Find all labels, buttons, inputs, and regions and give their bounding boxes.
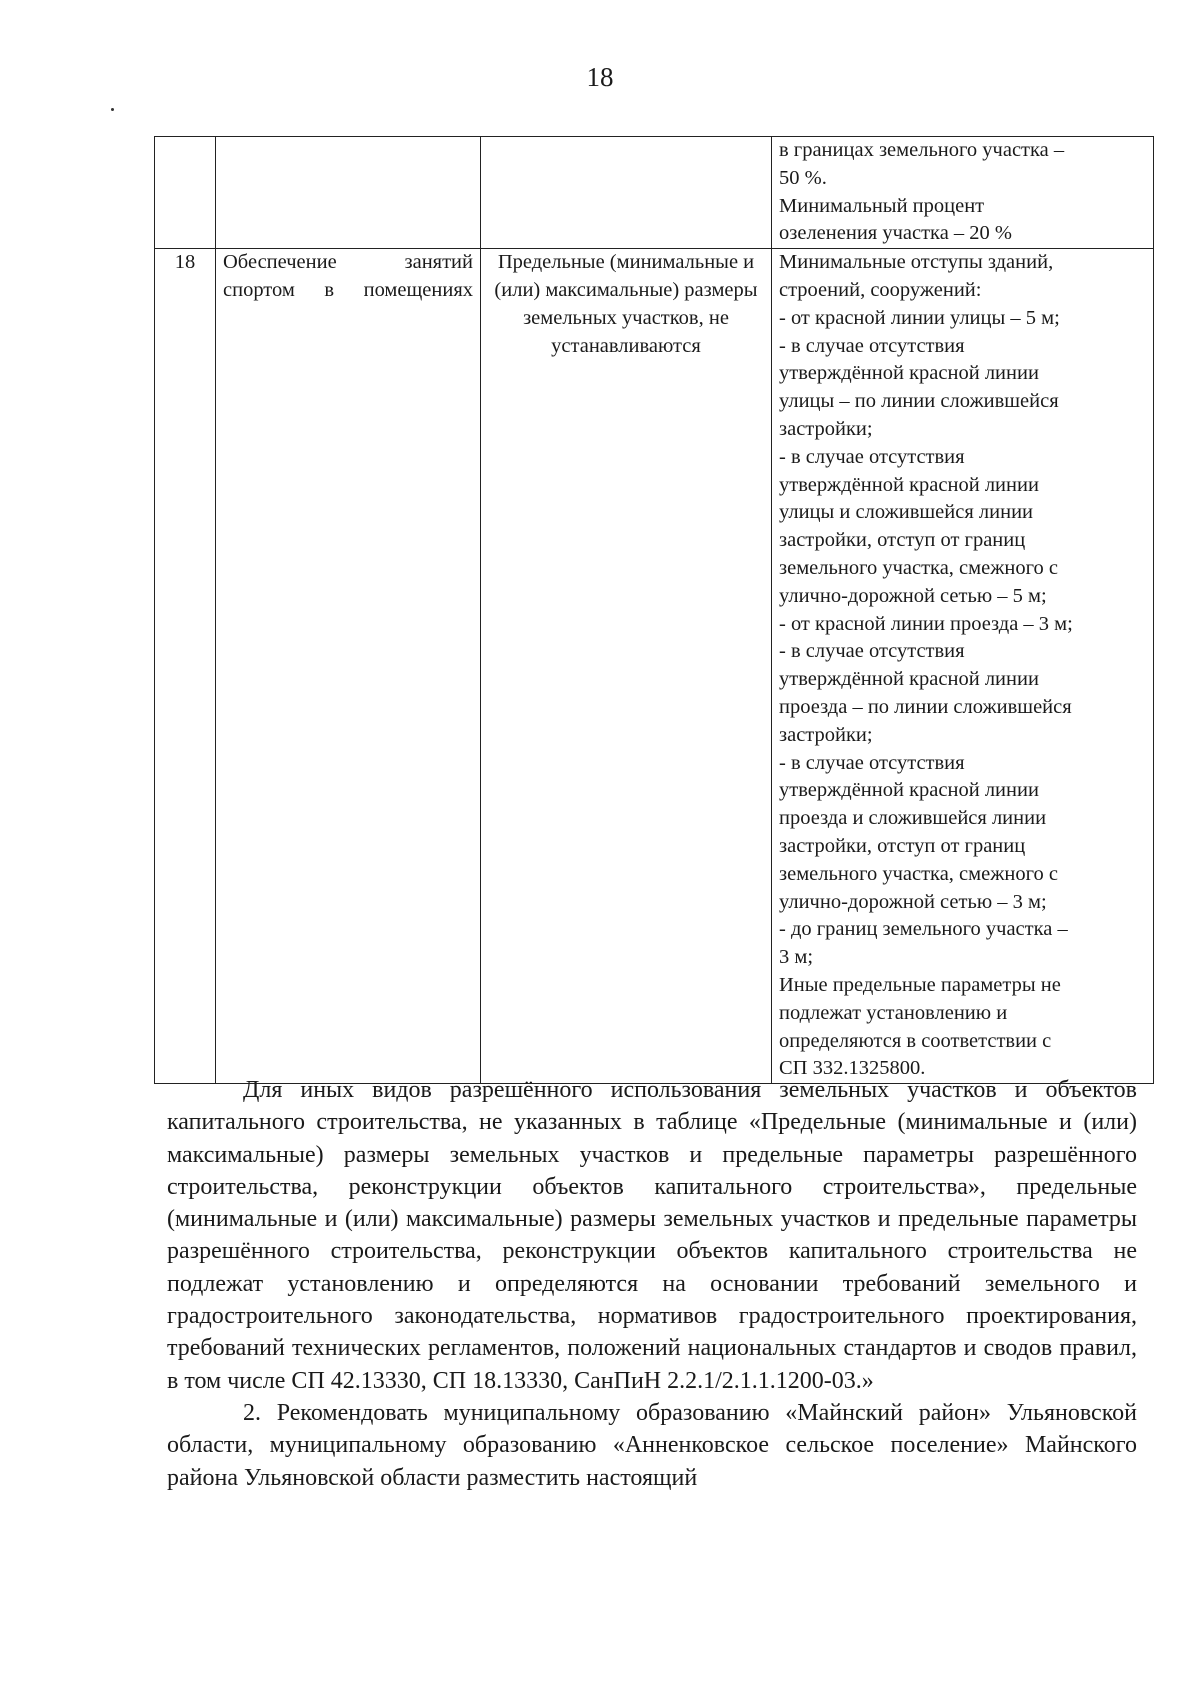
paragraph-recommendation: 2. Рекомендовать муниципальному образованию «Майнский район» Ульяновской области, муниципальному образованию «Анненковское сельское поселение» Майнского района Ульяновской области разместить настоящий [167, 1399, 1137, 1491]
params-line: Минимальный процент [779, 194, 985, 217]
table-row-continuation [155, 137, 1154, 249]
params-line: - в случае отсутствия [779, 334, 965, 357]
body-text [167, 1074, 1137, 1494]
params-line: утверждённой красной линии [779, 362, 1039, 385]
params-line: 50 %. [779, 166, 827, 189]
scan-dot [111, 108, 114, 111]
params-line: застройки, отступ от границ [779, 834, 1026, 857]
params-line: - в случае отсутствия [779, 751, 965, 774]
cell-plot-sizes: Предельные (минимальные и (или) максимальные) размеры земельных участков, не устанавливаются [481, 249, 772, 1084]
params-line: улицы – по линии сложившейся [779, 390, 1059, 413]
params-line: утверждённой красной линии [779, 668, 1039, 691]
params-line: определяются в соответствии с [779, 1029, 1052, 1052]
params-line: проезда – по линии сложившейся [779, 695, 1072, 718]
page-number: 18 [586, 62, 614, 92]
cell-use-name: Обеспечение занятий спортом в помещениях [216, 249, 481, 1084]
table-row-18 [155, 249, 1154, 1084]
parameters-table [154, 136, 1154, 1084]
params-line: застройки; [779, 417, 873, 440]
cell-build-params [772, 249, 1154, 1084]
params-line: Минимальные отступы зданий, [779, 251, 1054, 274]
params-line: улично-дорожной сетью – 3 м; [779, 890, 1047, 913]
params-line: - в случае отсутствия [779, 640, 965, 663]
params-line: подлежат установлению и [779, 1001, 1008, 1024]
params-line: - в случае отсутствия [779, 445, 965, 468]
params-line: строений, сооружений: [779, 278, 982, 301]
params-line: утверждённой красной линии [779, 473, 1039, 496]
params-line: в границах земельного участка – [779, 139, 1065, 161]
params-line: 3 м; [779, 946, 814, 969]
cell-params-continuation [772, 137, 1154, 249]
cell-size-empty [481, 137, 772, 249]
params-line: застройки, отступ от границ [779, 529, 1026, 552]
cell-name-empty [216, 137, 481, 249]
params-line: - от красной линии улицы – 5 м; [779, 306, 1060, 329]
params-line: утверждённой красной линии [779, 779, 1039, 802]
params-line: проезда и сложившейся линии [779, 807, 1047, 830]
params-line: Иные предельные параметры не [779, 973, 1061, 996]
params-line: - от красной линии проезда – 3 м; [779, 612, 1073, 635]
cell-row-number: 18 [155, 249, 216, 1084]
cell-number-empty [155, 137, 216, 249]
params-line: земельного участка, смежного с [779, 862, 1058, 885]
params-line: улицы и сложившейся линии [779, 501, 1034, 524]
params-line: озеленения участка – 20 % [779, 222, 1013, 245]
params-line: земельного участка, смежного с [779, 556, 1058, 579]
params-line: улично-дорожной сетью – 5 м; [779, 584, 1047, 607]
params-line: - до границ земельного участка – [779, 918, 1068, 941]
params-line: СП 332.1325800. [779, 1057, 926, 1080]
params-line: застройки; [779, 723, 873, 746]
paragraph-other-uses: Для иных видов разрешённого использования земельных участков и объектов капитального строительства, не указанных в таблице «Предельные (минимальные и (или) максимальные) размеры земельных участков и предельные параметры разрешённого строительства, реконструкции объектов капитального строительства», предельные (минимальные и (или) максимальные) размеры земельных участков и предельные параметры разрешённого строительства, реконструкции объектов капитального строительства не подлежат установлению и определяются на основании требований земельного и градостроительного законодательства, нормативов градостроительного проектирования, требований технических регламентов, положений национальных стандартов и сводов правил, в том числе СП 42.13330, СП 18.13330, СанПиН 2.2.1/2.1.1.1200-03.» [167, 1077, 1137, 1394]
